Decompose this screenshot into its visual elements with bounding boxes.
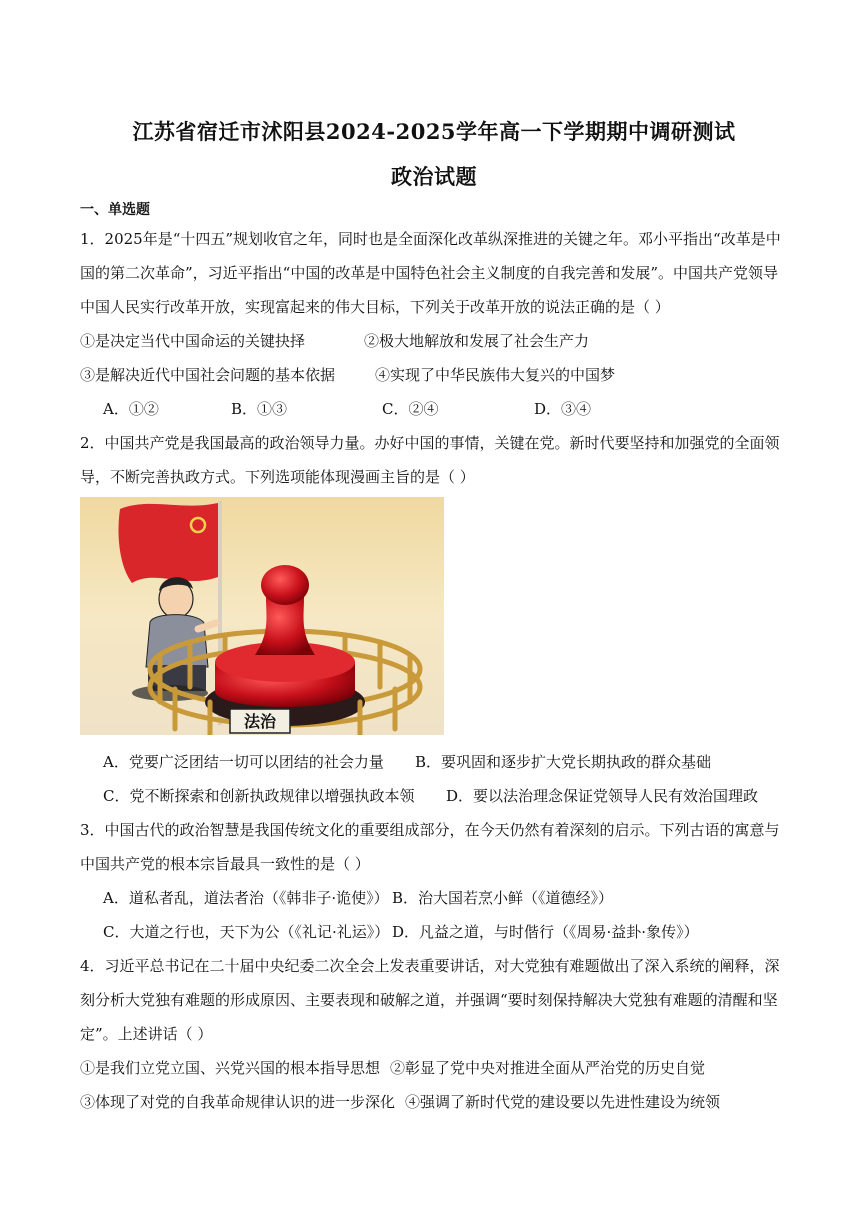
q4-line-2: 刻分析大党独有难题的形成原因、主要表现和破解之道，并强调“要时刻保持解决大党独有难题的清醒和坚 bbox=[80, 991, 778, 1009]
q3-option-a[interactable]: A．道私者乱，道法者治（《韩非子·诡使》） bbox=[103, 889, 389, 907]
section-heading: 一、单选题 bbox=[80, 202, 150, 218]
q4-line-3: 定”。上述讲话（ ） bbox=[80, 1025, 213, 1043]
q1-statement-2: ②极大地解放和发展了社会生产力 bbox=[364, 332, 590, 350]
q2-option-a[interactable]: A．党要广泛团结一切可以团结的社会力量 bbox=[103, 753, 384, 771]
q4-statement-4: ④强调了新时代党的建设要以先进性建设为统领 bbox=[405, 1093, 721, 1111]
q1-option-a[interactable]: A．①② bbox=[103, 400, 159, 418]
q1-option-d[interactable]: D．③④ bbox=[534, 400, 592, 418]
cartoon-illustration bbox=[80, 497, 444, 735]
q4-statement-1: ①是我们立党立国、兴党兴国的根本指导思想 bbox=[80, 1059, 381, 1077]
q3-line-1: 3．中国古代的政治智慧是我国传统文化的重要组成部分，在今天仍然有着深刻的启示。下列古语的寓意与 bbox=[80, 821, 780, 839]
party-flag bbox=[119, 503, 219, 583]
q1-option-c[interactable]: C．②④ bbox=[382, 400, 439, 418]
page-subtitle: 政治试题 bbox=[391, 164, 477, 189]
q1-statement-1: ①是决定当代中国命运的关键抉择 bbox=[80, 332, 306, 350]
page-title: 江苏省宿迁市沭阳县2024-2025学年高一下学期期中调研测试 bbox=[132, 119, 736, 144]
q2-line-2: 导，不断完善执政方式。下列选项能体现漫画主旨的是（ ） bbox=[80, 468, 475, 486]
q3-option-d[interactable]: D．凡益之道，与时偕行（《周易·益卦·象传》） bbox=[392, 923, 699, 941]
q4-line-1: 4．习近平总书记在二十届中央纪委二次全会上发表重要讲话，对大党独有难题做出了深入系统的阐释，深 bbox=[80, 957, 780, 975]
q1-line-2: 国的第二次革命”，习近平指出“中国的改革是中国特色社会主义制度的自我完善和发展”。中国共产党领导 bbox=[80, 264, 779, 282]
q2-option-c[interactable]: C．党不断探索和创新执政规律以增强执政本领 bbox=[103, 787, 415, 805]
q3-option-b[interactable]: B．治大国若烹小鲜（《道德经》） bbox=[392, 889, 614, 907]
q3-option-c[interactable]: C．大道之行也，天下为公（《礼记·礼运》） bbox=[103, 923, 390, 941]
q4-statement-3: ③体现了对党的自我革命规律认识的进一步深化 bbox=[80, 1093, 396, 1111]
q2-option-d[interactable]: D．要以法治理念保证党领导人民有效治国理政 bbox=[446, 787, 759, 805]
q1-line-1: 1．2025年是“十四五”规划收官之年，同时也是全面深化改革纵深推进的关键之年。邓小平指出“改革是中 bbox=[80, 230, 781, 248]
q1-statement-4: ④实现了中华民族伟大复兴的中国梦 bbox=[375, 366, 616, 384]
q1-statement-3: ③是解决近代中国社会问题的基本依据 bbox=[80, 366, 336, 384]
q2-option-b[interactable]: B．要巩固和逐步扩大党长期执政的群众基础 bbox=[415, 753, 712, 771]
q1-line-3: 中国人民实行改革开放，实现富起来的伟大目标，下列关于改革开放的说法正确的是（ ） bbox=[80, 298, 670, 316]
cartoon-image bbox=[80, 497, 444, 735]
q2-line-1: 2．中国共产党是我国最高的政治领导力量。办好中国的事情，关键在党。新时代要坚持和加强党的全面领 bbox=[80, 434, 780, 452]
q1-option-b[interactable]: B．①③ bbox=[231, 400, 288, 418]
q4-statement-2: ②彰显了党中央对推进全面从严治党的历史自觉 bbox=[390, 1059, 706, 1077]
law-sign-label: 法治 bbox=[243, 712, 277, 731]
q3-line-2: 中国共产党的根本宗旨最具一致性的是（ ） bbox=[80, 855, 370, 873]
